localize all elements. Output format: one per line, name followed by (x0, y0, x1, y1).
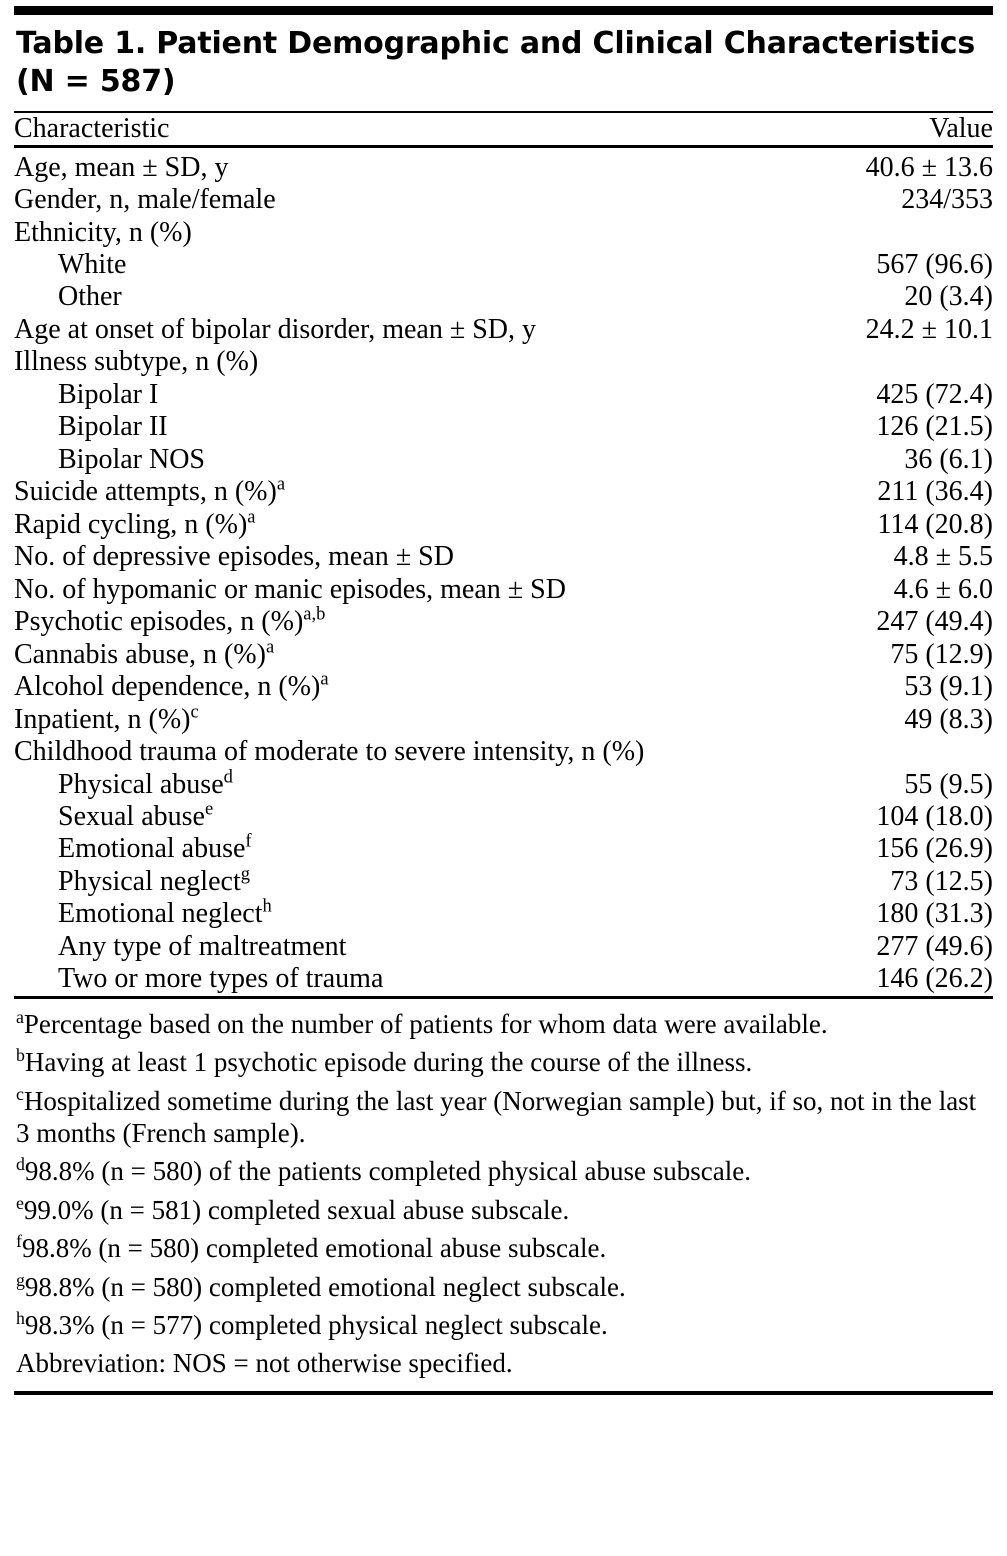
row-value: 4.8 ± 5.5 (893, 541, 993, 573)
footnote: $^c$Hospitalized sometime during the last year (Norwegian sample) but, if so, not in the last 3 months (French sample). (16, 1083, 977, 1148)
row-value: 75 (12.9) (890, 638, 993, 670)
footnote-marker: e (16, 1192, 24, 1213)
table-row (14, 704, 993, 736)
table-row (14, 801, 993, 833)
row-label: No. of hypomanic or manic episodes, mean ± SD (14, 573, 566, 605)
row-value: 126 (21.5) (876, 411, 993, 443)
table-footnotes (14, 999, 993, 1391)
footnote-marker: a (265, 636, 275, 657)
table-row (14, 963, 993, 995)
row-value (828, 736, 993, 768)
table-bottom-rule (14, 1391, 993, 1395)
row-value: 277 (49.6) (876, 930, 993, 962)
row-value: 49 (8.3) (904, 703, 993, 735)
row-value: 40.6 ± 13.6 (865, 151, 993, 183)
table-row (14, 184, 993, 216)
row-value: 73 (12.5) (890, 865, 993, 897)
table-row (14, 866, 993, 898)
row-label: Physical neglect$^g$ (58, 863, 250, 897)
table-row (14, 769, 993, 801)
table-row (14, 281, 993, 313)
table-row (14, 833, 993, 865)
footnote-marker: g (16, 1269, 25, 1290)
row-value: 55 (9.5) (904, 768, 993, 800)
footnote-marker: a (320, 668, 329, 689)
row-value: 156 (26.9) (876, 833, 993, 865)
row-label: Bipolar II (58, 411, 168, 443)
footnote: $^f$98.8% (n = 580) completed emotional abuse subscale. (16, 1231, 607, 1264)
row-label: Emotional neglect$^h$ (58, 896, 272, 930)
table-row (14, 444, 993, 476)
table-row (14, 671, 993, 703)
row-label: Suicide attempts, n (%)$^a$ (14, 473, 286, 508)
row-label: Emotional abuse$^f$ (58, 831, 252, 865)
footnote-marker: h (16, 1307, 25, 1328)
footnote-marker: a (247, 506, 256, 527)
row-value: 567 (96.6) (876, 249, 993, 280)
row-value (828, 346, 993, 378)
table-header-row (14, 113, 993, 145)
row-label: Alcohol dependence, n (%)$^a$ (14, 668, 329, 703)
footnote-marker: a (16, 1006, 24, 1027)
row-label: Inpatient, n (%)$^c$ (14, 701, 199, 735)
row-value: 211 (36.4) (877, 476, 993, 508)
row-value: 146 (26.2) (876, 963, 993, 995)
row-value: 4.6 ± 6.0 (893, 573, 993, 605)
row-label: Ethnicity, n (%) (14, 216, 192, 248)
table-row (14, 476, 993, 508)
row-label: Gender, n, male/female (14, 184, 276, 216)
row-value: 114 (20.8) (877, 508, 993, 540)
table-row (14, 606, 993, 638)
table-row (14, 411, 993, 443)
row-label: Age at onset of bipolar disorder, mean ± SD, y (14, 313, 537, 345)
table-row (14, 639, 993, 671)
row-label: Bipolar NOS (58, 443, 205, 475)
table-row (14, 574, 993, 606)
table-row (14, 541, 993, 573)
row-value: 247 (49.4) (876, 606, 993, 638)
footnote-marker: f (16, 1231, 22, 1252)
table-row (14, 314, 993, 346)
row-value: 180 (31.3) (876, 898, 993, 930)
footnote: $^e$99.0% (n = 581) completed sexual abuse subscale. (16, 1192, 570, 1225)
footnote-marker: b (16, 1045, 25, 1066)
table-row (14, 898, 993, 930)
table-title: Table 1. Patient Demographic and Clinical Characteristics (N = 587) (16, 26, 976, 99)
row-value: 234/353 (901, 184, 993, 216)
column-header-value: Value (929, 112, 993, 144)
footnote: Abbreviation: NOS = not otherwise specified. (16, 1348, 513, 1379)
footnote-marker: d (16, 1154, 25, 1175)
footnote-marker: a,b (303, 603, 326, 624)
demographics-table-body (14, 152, 993, 996)
row-label: Age, mean ± SD, y (14, 151, 229, 183)
row-value: 20 (3.4) (904, 281, 993, 313)
column-header-characteristic: Characteristic (14, 112, 170, 144)
row-label: Physical abuse$^d$ (58, 766, 233, 800)
table-top-rule (14, 6, 993, 15)
table-row (14, 736, 993, 768)
table-head (14, 113, 993, 145)
table-row (14, 379, 993, 411)
row-label: Any type of maltreatment (58, 930, 347, 962)
row-label: Childhood trauma of moderate to severe intensity, n (%) (14, 736, 645, 768)
row-label: No. of depressive episodes, mean ± SD (14, 541, 454, 573)
table-body (14, 152, 993, 996)
row-value: 24.2 ± 10.1 (865, 313, 993, 345)
row-label: Other (58, 281, 122, 313)
footnote-marker: c (16, 1083, 24, 1104)
row-label: White (58, 249, 127, 280)
footnote: $^g$98.8% (n = 580) completed emotional neglect subscale. (16, 1269, 626, 1302)
table-row (14, 249, 993, 281)
row-value: 425 (72.4) (876, 378, 993, 410)
table-row (14, 931, 993, 963)
row-value: 53 (9.1) (904, 671, 993, 703)
row-label: Sexual abuse$^e$ (58, 798, 214, 832)
row-label: Rapid cycling, n (%)$^a$ (14, 506, 256, 540)
table-row (14, 152, 993, 184)
row-value: 104 (18.0) (876, 800, 993, 832)
footnote: $^b$Having at least 1 psychotic episode during the course of the illness. (16, 1045, 753, 1078)
footnote-marker: e (204, 798, 214, 819)
footnote-marker: d (223, 766, 233, 787)
row-label: Bipolar I (58, 378, 159, 410)
row-label: Illness subtype, n (%) (14, 346, 259, 378)
row-label: Two or more types of trauma (58, 963, 384, 995)
row-value (828, 217, 993, 249)
row-label: Cannabis abuse, n (%)$^a$ (14, 636, 275, 670)
demographics-table (14, 113, 993, 145)
footnote: $^d$98.8% (n = 580) of the patients completed physical abuse subscale. (16, 1154, 751, 1187)
table-page (0, 6, 1007, 1556)
table-row (14, 509, 993, 541)
footnote-marker: h (262, 896, 272, 917)
table-row (14, 346, 993, 378)
footnote-marker: a (276, 473, 286, 494)
footnote: $^h$98.3% (n = 577) completed physical neglect subscale. (16, 1307, 608, 1340)
footnote: $^a$Percentage based on the number of patients for whom data were available. (16, 1006, 828, 1039)
row-value: 36 (6.1) (904, 443, 993, 475)
footnote-marker: f (245, 831, 252, 852)
footnote-marker: g (240, 863, 250, 884)
table-row (14, 217, 993, 249)
footnote-marker: c (190, 701, 199, 722)
row-label: Psychotic episodes, n (%)$^{a,b}$ (14, 603, 326, 638)
